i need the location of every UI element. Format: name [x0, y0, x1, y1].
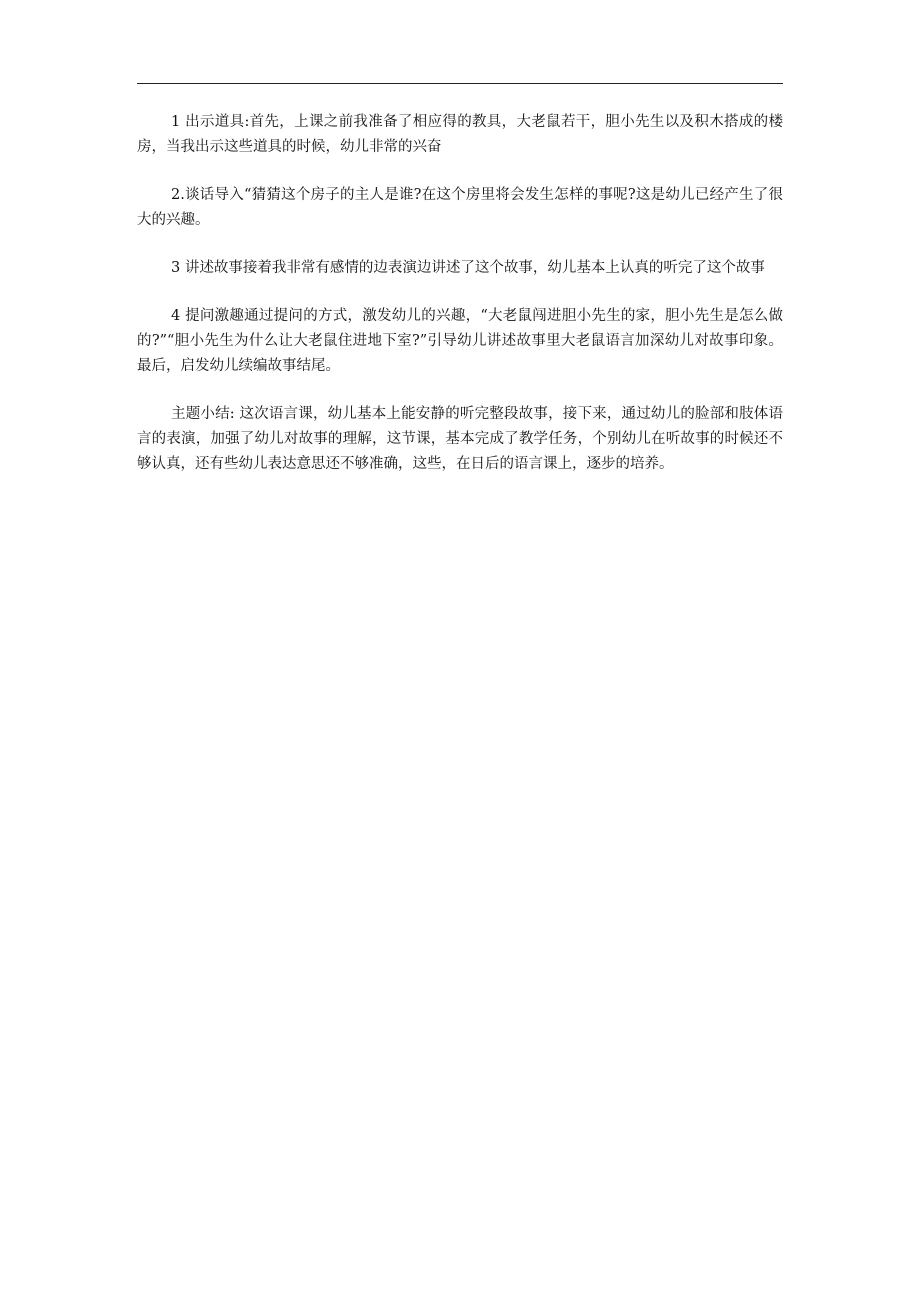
paragraph-step-1-props: 1 出示道具:首先，上课之前我准备了相应得的教具，大老鼠若干，胆小先生以及积木搭成的楼房，当我出示这些道具的时候，幼儿非常的兴奋	[137, 114, 783, 155]
paragraph-step-2-conversation: 2.谈话导入“猜猜这个房子的主人是谁?在这个房里将会发生怎样的事呢?这是幼儿已经产生了很大的兴趣。	[137, 187, 783, 228]
header-divider	[137, 83, 783, 84]
document-body	[137, 110, 783, 500]
paragraph-step-3-storytelling: 3 讲述故事接着我非常有感情的边表演边讲述了这个故事，幼儿基本上认真的听完了这个故事	[171, 260, 765, 276]
paragraph-step-4-questions: 4 提问激趣通过提问的方式，激发幼儿的兴趣，“大老鼠闯进胆小先生的家，胆小先生是怎么做的?”“胆小先生为什么让大老鼠住进地下室?”引导幼儿讲述故事里大老鼠语言加深幼儿对故事印象。最后，启发幼儿续编故事结尾。	[137, 308, 783, 374]
paragraph-summary: 主题小结: 这次语言课，幼儿基本上能安静的听完整段故事，接下来，通过幼儿的脸部和肢体语言的表演，加强了幼儿对故事的理解，这节课，基本完成了教学任务，个别幼儿在听故事的时候还不够认真，还有些幼儿表达意思还不够准确，这些，在日后的语言课上，逐步的培养。	[137, 406, 783, 472]
